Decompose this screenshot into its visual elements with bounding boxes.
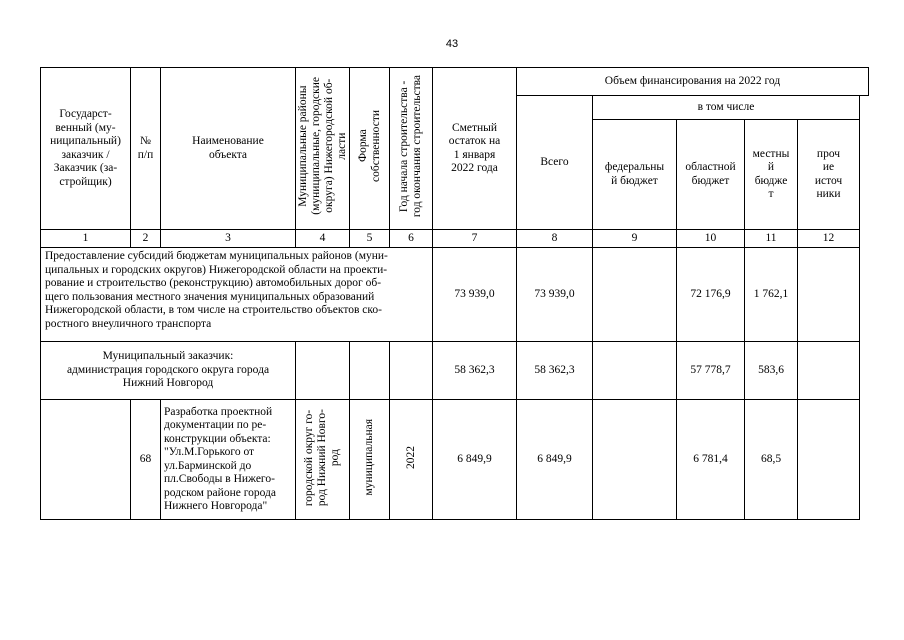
subsidy-regional: 72 176,9 — [677, 248, 745, 342]
page-number: 43 — [445, 38, 459, 50]
customer-label: Муниципальный заказчик: администрация городского округа города Нижний Новгород — [41, 342, 296, 400]
object-district: городской округ го- род Нижний Новго- род — [303, 408, 341, 506]
customer-federal — [593, 342, 677, 400]
header-estimate-balance: Сметный остаток на 1 января 2022 года — [433, 68, 517, 230]
financing-table — [40, 67, 869, 520]
column-number: 10 — [677, 230, 745, 248]
object-ownership-cell — [350, 400, 390, 520]
column-number: 8 — [517, 230, 593, 248]
object-district-cell — [296, 400, 350, 520]
column-number: 5 — [350, 230, 390, 248]
customer-local: 583,6 — [745, 342, 798, 400]
object-year: 2022 — [404, 445, 417, 469]
column-number: 6 — [390, 230, 433, 248]
column-numbers-row — [41, 230, 869, 248]
subsidy-estimate: 73 939,0 — [433, 248, 517, 342]
column-number: 3 — [161, 230, 296, 248]
column-number: 9 — [593, 230, 677, 248]
header-years-cell — [390, 68, 433, 230]
header-districts-cell — [296, 68, 350, 230]
header-districts: Муниципальные районы (муниципальные, городские округа) Нижегородской об- ласти — [296, 77, 348, 216]
header-customer: Государст- венный (му- ниципальный) заказчик / Заказчик (за- стройщик) — [41, 68, 131, 230]
header-row-1 — [41, 68, 869, 96]
column-number: 11 — [745, 230, 798, 248]
header-including: в том числе — [593, 96, 860, 120]
customer-estimate: 58 362,3 — [433, 342, 517, 400]
header-number: № п/п — [131, 68, 161, 230]
customer-other — [798, 342, 860, 400]
subsidy-federal — [593, 248, 677, 342]
object-other — [798, 400, 860, 520]
column-number: 4 — [296, 230, 350, 248]
header-years: Год начала строительства - год окончания строительства — [398, 75, 423, 218]
customer-total: 58 362,3 — [517, 342, 593, 400]
header-ownership-cell — [350, 68, 390, 230]
column-number: 12 — [798, 230, 860, 248]
column-number: 7 — [433, 230, 517, 248]
object-regional: 6 781,4 — [677, 400, 745, 520]
object-row — [41, 400, 869, 520]
object-name: Разработка проектной документации по ре- конструкции объекта: "Ул.М.Горького от ул.Барминской до пл.Свободы в Нижего- родском районе города Нижнего Новгорода" — [161, 400, 296, 520]
object-estimate: 6 849,9 — [433, 400, 517, 520]
header-local: местны й бюдже т — [745, 120, 798, 230]
customer-regional: 57 778,7 — [677, 342, 745, 400]
subsidy-local: 1 762,1 — [745, 248, 798, 342]
header-federal: федеральны й бюджет — [593, 120, 677, 230]
header-ownership: Форма собственности — [356, 110, 382, 183]
subsidy-other — [798, 248, 860, 342]
object-customer-empty — [41, 400, 131, 520]
object-total: 6 849,9 — [517, 400, 593, 520]
object-federal — [593, 400, 677, 520]
object-year-cell — [390, 400, 433, 520]
subsidy-total: 73 939,0 — [517, 248, 593, 342]
header-object-name: Наименование объекта — [161, 68, 296, 230]
header-total: Всего — [517, 96, 593, 230]
customer-empty-cell — [390, 342, 433, 400]
subsidy-row — [41, 248, 869, 342]
object-local: 68,5 — [745, 400, 798, 520]
object-number: 68 — [131, 400, 161, 520]
customer-empty-cell — [350, 342, 390, 400]
column-number: 1 — [41, 230, 131, 248]
header-funding-volume: Объем финансирования на 2022 год — [517, 68, 869, 96]
customer-empty-cell — [296, 342, 350, 400]
header-regional: областной бюджет — [677, 120, 745, 230]
object-ownership: муниципальная — [363, 418, 375, 496]
column-number: 2 — [131, 230, 161, 248]
header-other: проч ие источ ники — [798, 120, 860, 230]
customer-row — [41, 342, 869, 400]
subsidy-description: Предоставление субсидий бюджетам муниципальных районов (муни- ципальных и городских округов) Нижегородской области на проекти- рование и строительство (реконструкцию) автомобильных дорог об- щего пользования местного значения муниципальных образований Нижегородской области, в том числе на строительство объектов ско- ростного внеуличного транспорта — [41, 248, 433, 342]
